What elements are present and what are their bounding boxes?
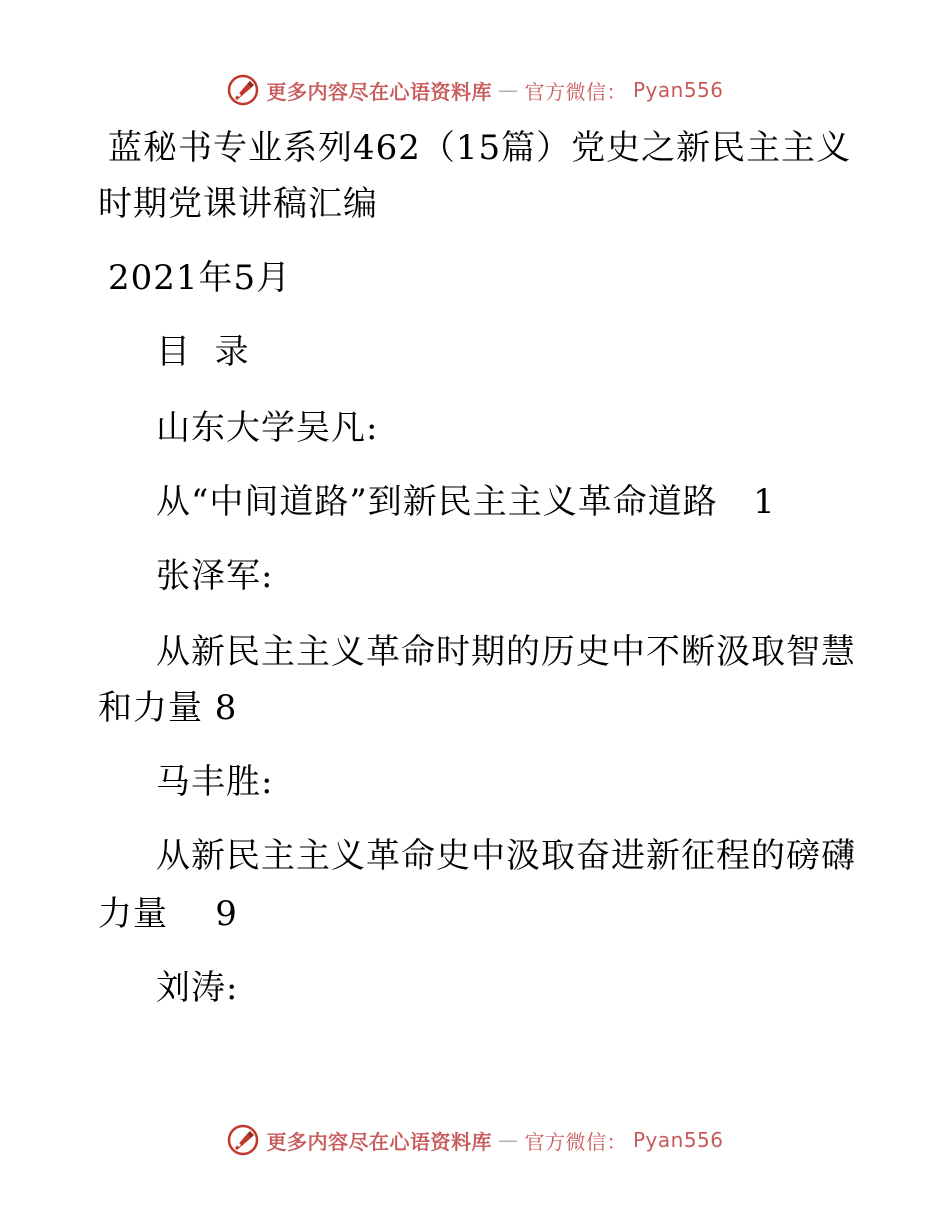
- toc-entry-title: 从新民主主义革命史中汲取奋进新征程的磅礴: [156, 836, 856, 876]
- toc-entry-author: 马丰胜:: [156, 762, 274, 802]
- document-title-line-1: 蓝秘书专业系列462（15篇）党史之新民主主义: [108, 128, 852, 168]
- toc-entry-author: 山东大学吴凡:: [156, 408, 379, 448]
- document-date: 2021年5月: [108, 258, 292, 298]
- watermark-site-text: 更多内容尽在心语资料库: [266, 79, 492, 104]
- toc-entry-title-continued: 力量 9: [98, 894, 238, 934]
- toc-entry-author: 张泽军:: [156, 556, 274, 596]
- watermark-site-text: 更多内容尽在心语资料库: [266, 1129, 492, 1154]
- watermark-separator: —: [497, 78, 519, 102]
- watermark-wechat-label: 官方微信：: [524, 79, 627, 104]
- watermark-wechat-id: Pyan556: [632, 1128, 724, 1152]
- toc-entry-title: 从“中间道路”到新民主主义革命道路 1: [156, 482, 776, 522]
- header-watermark: [0, 70, 950, 110]
- fountain-pen-logo-icon: [226, 1123, 260, 1157]
- toc-heading: 目 录: [156, 332, 250, 372]
- toc-entry-title: 从新民主主义革命时期的历史中不断汲取智慧: [156, 632, 856, 672]
- toc-entry-author: 刘涛:: [156, 968, 239, 1008]
- fountain-pen-logo-icon: [226, 73, 260, 107]
- toc-entry-title-continued: 和力量 8: [98, 688, 238, 728]
- document-title-line-2: 时期党课讲稿汇编: [98, 184, 378, 224]
- footer-watermark: [0, 1120, 950, 1160]
- watermark-separator: —: [497, 1128, 519, 1152]
- watermark-wechat-label: 官方微信：: [524, 1129, 627, 1154]
- watermark-wechat-id: Pyan556: [632, 78, 724, 102]
